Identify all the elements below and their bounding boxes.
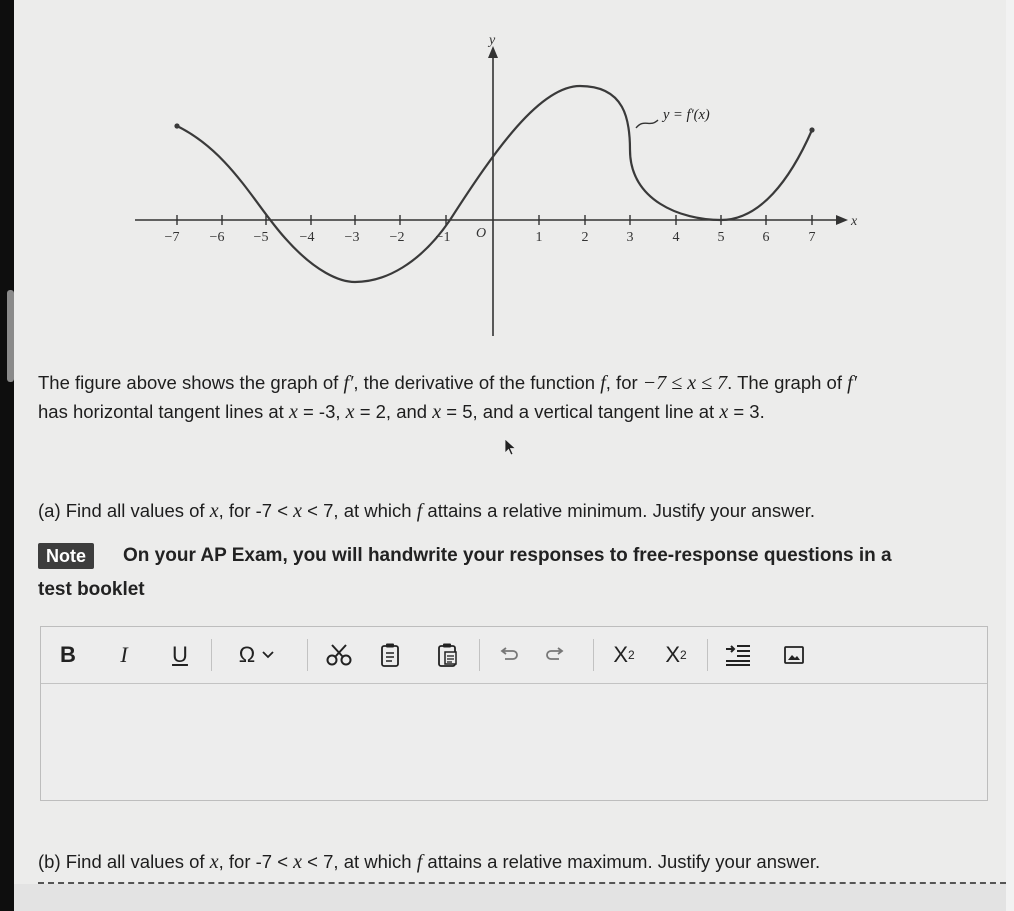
label-pointer <box>636 120 658 128</box>
intro-text: = 3. <box>728 401 765 422</box>
toolbar-divider <box>707 639 708 671</box>
paste-icon <box>437 642 459 668</box>
tick-label: 1 <box>535 230 543 245</box>
note-text-line-2: test booklet <box>38 579 145 600</box>
mouse-cursor-icon <box>503 438 519 458</box>
intro-f-prime: f′ <box>847 372 858 394</box>
chevron-down-icon <box>261 650 275 660</box>
subscript-base: X <box>665 642 680 667</box>
question-b <box>38 851 820 873</box>
question-b-f: f <box>416 851 423 873</box>
intro-x: x <box>288 401 298 423</box>
answer-editor <box>40 626 988 801</box>
intro-text: = -3, <box>297 401 346 422</box>
bold-button[interactable]: B <box>60 642 76 667</box>
italic-button[interactable]: I <box>120 642 128 667</box>
question-a-text: , for -7 < <box>218 500 294 521</box>
question-a-x: x <box>293 500 303 522</box>
intro-x: x <box>432 401 442 423</box>
derivative-curve <box>177 86 812 282</box>
tick-label: 4 <box>672 230 680 245</box>
question-a-x: x <box>209 500 219 522</box>
intro-text: has horizontal tangent lines at <box>38 401 289 422</box>
redo-icon <box>545 647 567 663</box>
intro-line-1 <box>38 372 857 394</box>
tick-label: −2 <box>389 230 405 245</box>
tick-label: −6 <box>209 230 225 245</box>
special-characters-dropdown[interactable] <box>227 639 287 671</box>
domain-inequality: −7 ≤ x ≤ 7 <box>642 372 728 394</box>
cut-button[interactable] <box>321 639 357 671</box>
tick-label: −3 <box>344 230 360 245</box>
superscript-base: X <box>613 642 628 667</box>
intro-x: x <box>345 401 355 423</box>
subscript-index: 2 <box>680 648 687 662</box>
copy-icon <box>380 642 400 668</box>
omega-icon: Ω <box>238 642 256 667</box>
question-b-text: < 7, at which <box>302 851 417 872</box>
tick-label: 2 <box>581 230 589 245</box>
undo-icon <box>497 647 519 663</box>
image-icon <box>783 645 805 665</box>
question-b-text: (b) Find all values of <box>38 851 210 872</box>
subscript-button[interactable] <box>659 639 693 671</box>
answer-input-area[interactable] <box>41 684 987 800</box>
intro-text: = 5, and a vertical tangent line at <box>441 401 720 422</box>
intro-f: f <box>600 372 606 394</box>
intro-text: , for <box>605 372 643 393</box>
underline-button[interactable]: U <box>172 642 188 667</box>
x-axis-label: x <box>851 214 858 229</box>
curve-label: y = f′(x) <box>663 107 710 123</box>
question-b-x: x <box>293 851 303 873</box>
note-badge: Note <box>38 543 94 569</box>
question-a-f: f <box>416 500 423 522</box>
toolbar-divider <box>593 639 594 671</box>
intro-f-prime: f′ <box>343 372 354 394</box>
question-a-text: attains a relative minimum. Justify your answer. <box>422 500 816 521</box>
curve-endpoint-left <box>174 123 179 128</box>
question-a-text: < 7, at which <box>302 500 417 521</box>
y-axis-label: y <box>489 33 496 48</box>
question-a-text: (a) Find all values of <box>38 500 210 521</box>
tick-label: −1 <box>435 230 451 245</box>
question-a <box>38 500 815 522</box>
superscript-exponent: 2 <box>628 648 635 662</box>
intro-text: The figure above shows the graph of <box>38 372 344 393</box>
intro-text: , the derivative of the function <box>353 372 601 393</box>
undo-button[interactable] <box>493 639 523 671</box>
tick-label: −4 <box>299 230 315 245</box>
redo-button[interactable] <box>541 639 571 671</box>
question-b-text: , for -7 < <box>218 851 294 872</box>
question-b-x: x <box>209 851 219 873</box>
intro-x: x <box>719 401 729 423</box>
intro-text: . The graph of <box>727 372 848 393</box>
derivative-graph <box>0 0 1014 360</box>
tick-label: 7 <box>808 230 816 245</box>
tick-label: −7 <box>164 230 180 245</box>
intro-text: = 2, and <box>354 401 433 422</box>
question-b-text: attains a relative maximum. Justify your answer. <box>422 851 821 872</box>
note-text-line-1: On your AP Exam, you will handwrite your responses to free-response questions in a <box>123 545 892 566</box>
toolbar-divider <box>479 639 480 671</box>
x-axis-arrow <box>836 215 848 225</box>
intro-line-2 <box>38 401 765 423</box>
editor-toolbar <box>41 627 987 684</box>
origin-label: O <box>476 226 487 241</box>
indent-button[interactable] <box>721 639 755 671</box>
indent-icon <box>724 643 752 667</box>
toolbar-divider <box>307 639 308 671</box>
next-editor-edge <box>14 884 1006 911</box>
tick-label: −5 <box>253 230 269 245</box>
tick-label: 3 <box>626 230 634 245</box>
toolbar-divider <box>211 639 212 671</box>
tick-label: 6 <box>762 230 770 245</box>
tick-label: 5 <box>717 230 725 245</box>
paste-button[interactable] <box>433 639 463 671</box>
insert-image-button[interactable] <box>779 639 809 671</box>
copy-button[interactable] <box>375 639 405 671</box>
superscript-button[interactable] <box>607 639 641 671</box>
dashed-divider <box>38 882 1006 884</box>
curve-endpoint-right <box>809 127 814 132</box>
scissors-icon <box>325 643 353 667</box>
